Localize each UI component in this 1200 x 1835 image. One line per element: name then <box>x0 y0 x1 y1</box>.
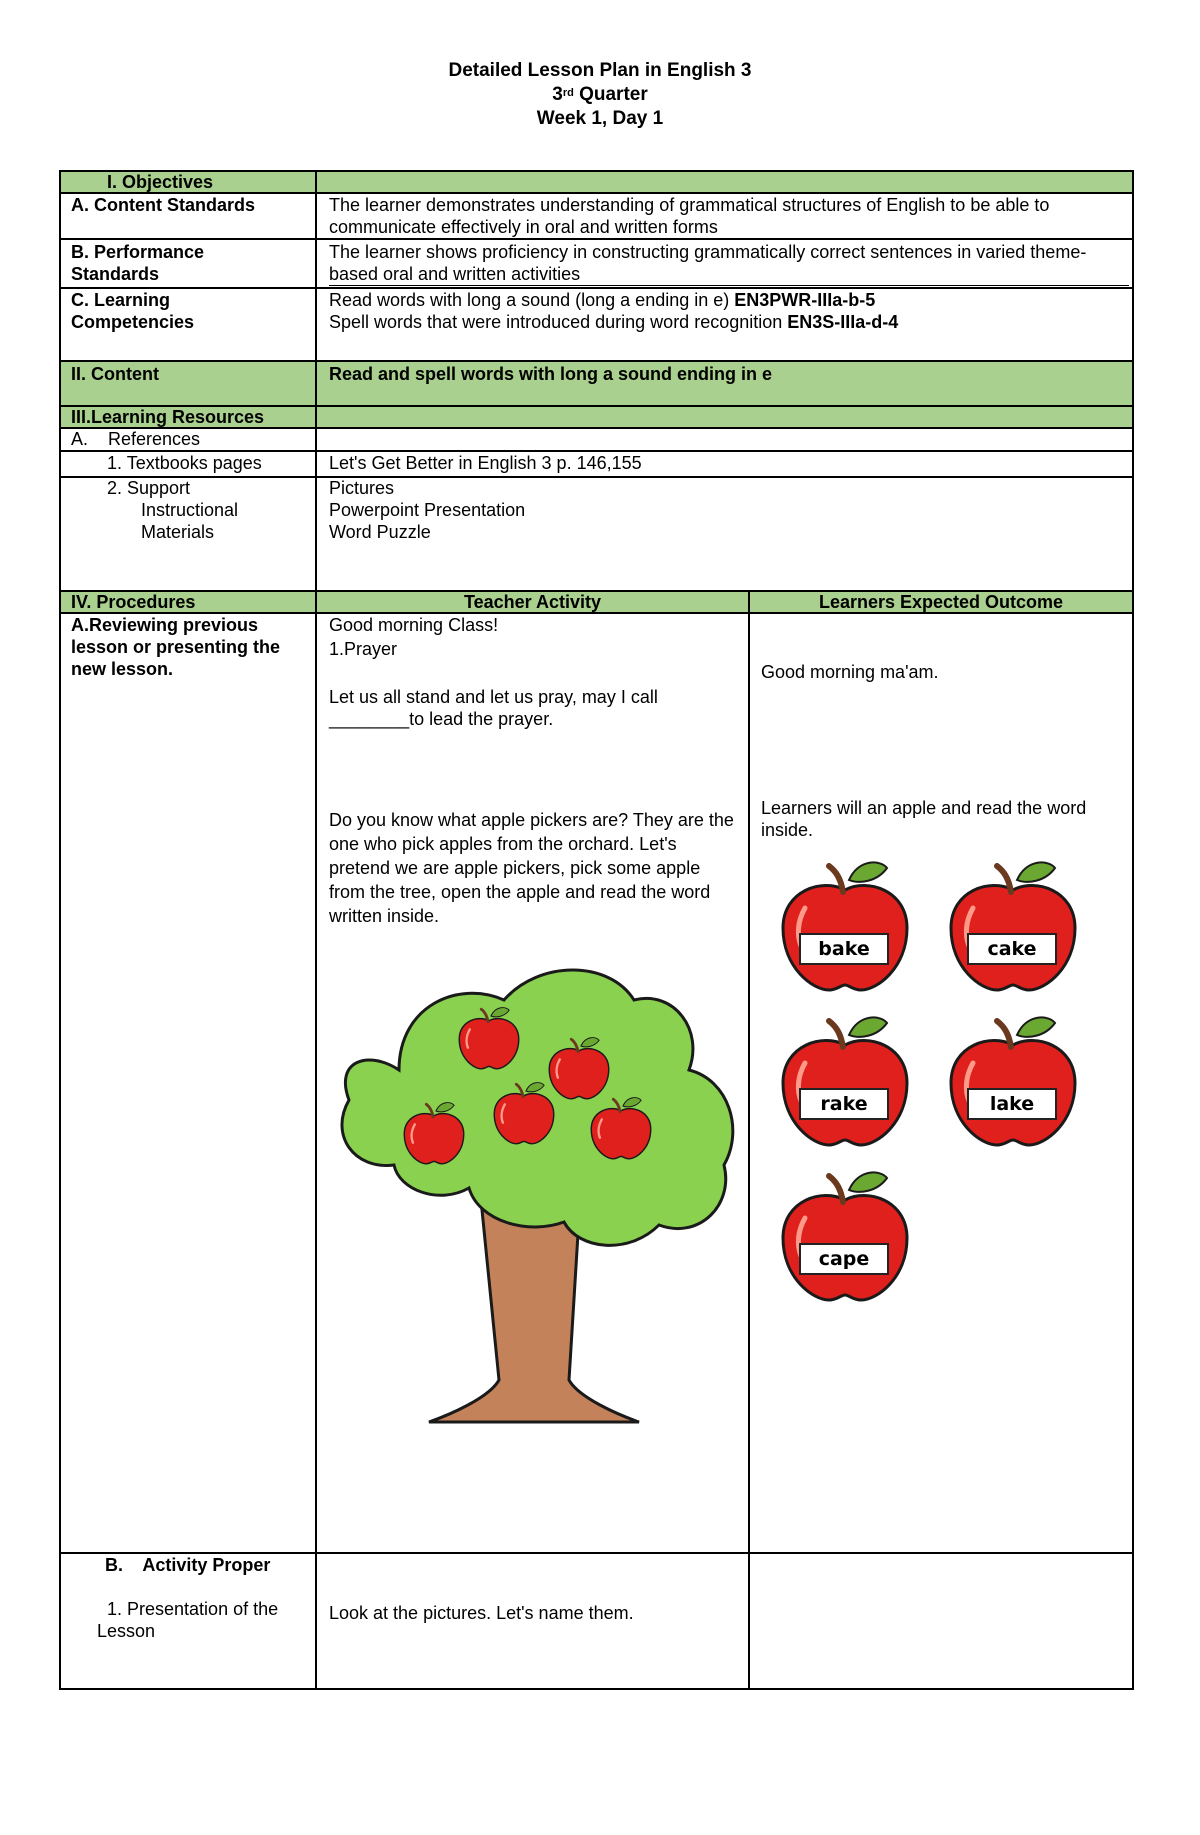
content-text: Read and spell words with long a sound ending in e <box>329 364 773 384</box>
teacher-greeting: Good morning Class! <box>329 615 499 635</box>
content-standards-text: The learner demonstrates understanding of grammatical structures of English to be able to communicate effectively in oral and written forms <box>329 194 1129 239</box>
teacher-activity-header: Teacher Activity <box>463 592 602 612</box>
resources-heading: III.Learning Resources <box>71 407 265 427</box>
competency-1-code: EN3PWR-IIIa-b-5 <box>734 290 876 310</box>
competency-2: Spell words that were introduced during word recognition EN3S-IIIa-d-4 <box>329 312 899 332</box>
section-a-label: A.Reviewing previous lesson or presenting the new lesson. <box>71 615 281 679</box>
support-label: 2. Support <box>107 478 191 498</box>
support-label-instructional: Instructional <box>141 500 239 520</box>
apple-word-label: cape <box>799 1243 889 1275</box>
quarter-word: Quarter <box>573 84 648 105</box>
teacher-prayer-text: Let us all stand and let us pray, may I call ________to lead the prayer. <box>329 687 658 729</box>
competency-1: Read words with long a sound (long a ending in e) EN3PWR-IIIa-b-5 <box>329 290 876 310</box>
objectives-heading: I. Objectives <box>107 172 214 192</box>
teacher-prayer-heading: 1.Prayer <box>329 639 398 659</box>
quarter-number: 3 <box>552 84 563 105</box>
word-apple <box>951 1017 1075 1145</box>
learning-competencies-label: C. Learning Competencies <box>71 290 195 332</box>
material-item: Pictures <box>329 478 395 498</box>
apple-word-label: lake <box>967 1088 1057 1120</box>
content-standards-label: A. Content Standards <box>71 195 256 215</box>
word-apple <box>951 862 1075 990</box>
activity-proper-label: B. Activity Proper <box>105 1555 271 1575</box>
prayer-leader-blank: ________ <box>329 709 410 729</box>
procedures-heading: IV. Procedures <box>71 592 196 612</box>
support-label-materials: Materials <box>141 522 215 542</box>
presentation-label: 1. Presentation of the Lesson <box>97 1599 279 1641</box>
teacher-apple-text: Do you know what apple pickers are? They are the one who pick apples from the orchard. Let's pretend we are apple pickers, pick some apple from the tree, open the apple and read the word written inside. <box>329 810 734 926</box>
lesson-plan-title: Detailed Lesson Plan in English 3 <box>448 60 752 81</box>
performance-standards-label: B. Performance Standards <box>71 242 205 284</box>
material-item: Word Puzzle <box>329 522 431 542</box>
quarter-line <box>0 83 1200 107</box>
performance-standards-text: The learner shows proficiency in constructing grammatically correct sentences in varied theme-based oral and written activities <box>329 241 1129 286</box>
textbooks-label: 1. Textbooks pages <box>107 453 262 473</box>
apple-word-label: cake <box>967 933 1057 965</box>
word-apple <box>783 1017 907 1145</box>
week-day-line: Week 1, Day 1 <box>536 108 664 129</box>
learner-greeting: Good morning ma'am. <box>761 662 939 682</box>
apple-word-label: rake <box>799 1088 889 1120</box>
learner-outcome-header: Learners Expected Outcome <box>818 592 1064 612</box>
competency-2-code: EN3S-IIIa-d-4 <box>787 312 899 332</box>
textbooks-value: Let's Get Better in English 3 p. 146,155 <box>329 453 642 473</box>
material-item: Powerpoint Presentation <box>329 500 526 520</box>
word-apple <box>783 862 907 990</box>
learner-apple-text: Learners will an apple and read the word inside. <box>761 798 1087 840</box>
content-label: II. Content <box>71 364 159 384</box>
quarter-suffix: rd <box>562 87 574 99</box>
word-apple <box>783 1172 907 1300</box>
apple-tree-illustration <box>329 960 739 1440</box>
lesson-plan-table <box>59 170 1134 1690</box>
presentation-teacher-text: Look at the pictures. Let's name them. <box>329 1603 634 1623</box>
apple-word-label: bake <box>799 933 889 965</box>
references-label: A. References <box>71 429 201 449</box>
